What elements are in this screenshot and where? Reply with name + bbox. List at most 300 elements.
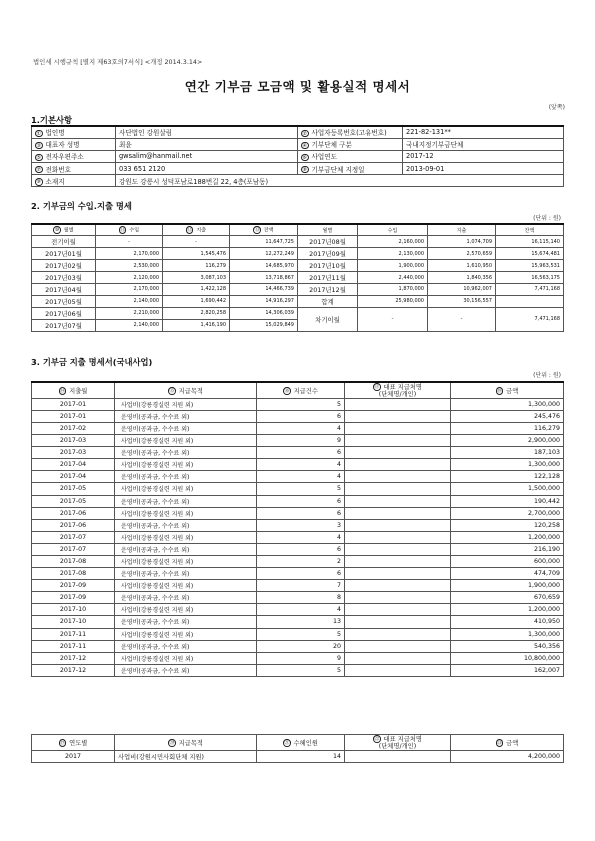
count-cell xyxy=(257,410,345,422)
balance-cell xyxy=(230,283,298,295)
recipient-cell xyxy=(345,751,451,763)
count-cell xyxy=(257,652,345,664)
header-income xyxy=(96,224,163,236)
purpose-cell xyxy=(115,447,257,459)
count-cell xyxy=(257,483,345,495)
month-cell-text: 2017-11 xyxy=(59,630,87,638)
header-amount xyxy=(451,382,564,398)
field-value-text: 2013-09-01 xyxy=(406,164,445,173)
item-number-marker: ⑧ xyxy=(302,166,307,173)
count-cell-text: 7 xyxy=(336,582,341,590)
amount-cell xyxy=(451,471,564,483)
amount-cell xyxy=(451,483,564,495)
month-cell xyxy=(32,543,115,555)
purpose-cell xyxy=(115,751,257,763)
purpose-cell-text: 사업비(강원시민사회단체 지원) xyxy=(118,754,204,761)
expense-cell xyxy=(428,272,496,284)
month-cell-text: 2017-09 xyxy=(59,582,87,590)
income-cell-text: 2,530,000 xyxy=(133,262,159,269)
section2-unit: (단위 : 원) xyxy=(533,215,561,222)
income-expense-row xyxy=(32,272,564,284)
expense-cell xyxy=(428,283,496,295)
income-cell xyxy=(96,236,163,248)
income-expense-row xyxy=(32,307,564,319)
expense-row xyxy=(32,580,564,592)
balance-cell-text: 15,674,481 xyxy=(531,250,560,257)
recipient-cell xyxy=(345,398,451,410)
beneficiaries-cell-text: 14 xyxy=(332,753,341,760)
income-expense-table xyxy=(31,223,564,332)
item-number-marker: ⑫ xyxy=(187,227,193,234)
item-number-marker: ⑭ xyxy=(59,388,65,395)
header-month xyxy=(32,382,115,398)
header-expense-text: 지출 xyxy=(456,227,467,234)
header-beneficiaries xyxy=(257,735,345,751)
basic-info-row xyxy=(32,163,564,175)
expense-cell-text: 1,610,950 xyxy=(466,262,492,269)
month-cell xyxy=(32,568,115,580)
balance-cell xyxy=(496,236,564,248)
income-expense-row xyxy=(32,260,564,272)
field-value xyxy=(403,126,564,138)
expense-row xyxy=(32,507,564,519)
purpose-cell xyxy=(115,616,257,628)
month-cell-text: 2017년06월 xyxy=(45,309,82,318)
amount-cell xyxy=(451,495,564,507)
month-cell-text: 2017-01 xyxy=(59,412,87,420)
recipient-cell xyxy=(345,555,451,567)
item-number-marker: ⑨ xyxy=(36,179,41,186)
field-value-text: 최윤 xyxy=(119,141,132,150)
month-cell xyxy=(32,459,115,471)
month-cell-text: 2017-04 xyxy=(59,461,87,469)
item-number-marker: ⑮ xyxy=(169,388,175,395)
balance-cell-text: 15,963,531 xyxy=(531,262,560,269)
month-cell xyxy=(298,236,358,248)
expense-row xyxy=(32,410,564,422)
expense-row xyxy=(32,604,564,616)
expense-cell-text: 1,545,476 xyxy=(200,250,226,257)
count-cell xyxy=(257,664,345,676)
income-cell xyxy=(96,260,163,272)
header-purpose-text: 지급목적 xyxy=(178,387,203,395)
amount-cell-text: 216,190 xyxy=(533,545,560,553)
balance-cell xyxy=(230,319,298,331)
field-value-text: 국내지정기부금단체 xyxy=(406,141,464,150)
month-cell xyxy=(32,319,96,331)
month-cell xyxy=(32,652,115,664)
recipient-cell xyxy=(345,519,451,531)
month-cell-text: 2017년01월 xyxy=(45,250,82,259)
month-cell xyxy=(32,236,96,248)
purpose-cell xyxy=(115,483,257,495)
income-cell-text: 2,170,000 xyxy=(133,286,159,293)
amount-cell xyxy=(451,640,564,652)
yearly-expense-header xyxy=(32,735,564,751)
header-month-text: 월별 xyxy=(63,227,74,234)
count-cell-text: 4 xyxy=(336,606,341,614)
expense-row xyxy=(32,543,564,555)
balance-cell xyxy=(230,236,298,248)
carry-expense-text: - xyxy=(460,316,463,323)
section3-title: 3. 기부금 지출 명세서(국내사업) xyxy=(31,357,153,367)
total-label xyxy=(298,295,358,307)
recipient-cell xyxy=(345,628,451,640)
field-label xyxy=(32,138,116,150)
header-amount-text: 금액 xyxy=(506,740,519,747)
purpose-cell-text: 운영비(공과금, 수수료 외) xyxy=(121,571,190,579)
month-cell xyxy=(32,410,115,422)
basic-info-row xyxy=(32,175,564,187)
item-number-marker: ① xyxy=(36,130,41,137)
month-cell xyxy=(32,483,115,495)
recipient-cell xyxy=(345,580,451,592)
month-cell-text: 2017년05월 xyxy=(45,297,82,306)
balance-cell-text: 14,466,739 xyxy=(265,286,294,293)
expense-cell xyxy=(163,260,230,272)
income-cell-text: 2,140,000 xyxy=(133,298,159,305)
expense-cell xyxy=(428,260,496,272)
month-cell-text: 2017-12 xyxy=(59,654,87,662)
expense-cell-text: 1,416,190 xyxy=(200,322,226,329)
recipient-cell xyxy=(345,616,451,628)
count-cell-text: 5 xyxy=(336,630,341,638)
recipient-cell xyxy=(345,422,451,434)
amount-cell-text: 4,200,000 xyxy=(527,753,560,760)
count-cell-text: 13 xyxy=(332,618,341,626)
month-cell-text: 2017년07월 xyxy=(45,321,82,330)
purpose-cell-text: 사업비(강릉경실련 지원 외) xyxy=(121,510,194,518)
count-cell xyxy=(257,447,345,459)
count-cell xyxy=(257,580,345,592)
yearly-expense-row xyxy=(32,751,564,763)
field-value xyxy=(116,126,298,138)
expense-cell-text: 116,279 xyxy=(205,262,226,269)
purpose-cell xyxy=(115,568,257,580)
amount-cell-text: 245,476 xyxy=(533,412,560,420)
amount-cell xyxy=(451,616,564,628)
field-value-text: 사단법인 강원살림 xyxy=(119,129,173,138)
purpose-cell xyxy=(115,580,257,592)
field-label xyxy=(32,163,116,175)
field-value xyxy=(403,138,564,150)
expense-cell xyxy=(163,295,230,307)
count-cell-text: 4 xyxy=(336,533,341,541)
balance-cell-text: 12,272,249 xyxy=(265,250,294,257)
count-cell xyxy=(257,555,345,567)
month-cell xyxy=(32,664,115,676)
header-income-text: 수입 xyxy=(129,227,140,234)
month-cell xyxy=(32,471,115,483)
recipient-cell xyxy=(345,410,451,422)
header-year xyxy=(32,735,115,751)
purpose-cell-text: 운영비(공과금, 수수료 외) xyxy=(121,619,190,627)
month-cell-text: 2017-09 xyxy=(59,594,87,602)
balance-cell xyxy=(230,248,298,260)
count-cell xyxy=(257,519,345,531)
expense-cell-text: 10,962,007 xyxy=(463,286,492,293)
count-cell xyxy=(257,422,345,434)
month-cell xyxy=(298,283,358,295)
month-cell-text: 2017-03 xyxy=(59,449,87,457)
count-cell-text: 20 xyxy=(332,642,341,650)
month-cell xyxy=(298,248,358,260)
purpose-cell-text: 운영비(공과금, 수수료 외) xyxy=(121,425,190,433)
count-cell-text: 4 xyxy=(336,461,341,469)
purpose-cell-text: 사업비(강릉경실련 지원 외) xyxy=(121,559,194,567)
recipient-cell xyxy=(345,471,451,483)
amount-cell xyxy=(451,410,564,422)
amount-cell xyxy=(451,447,564,459)
purpose-cell xyxy=(115,652,257,664)
income-expense-row xyxy=(32,283,564,295)
item-number-marker: ⑰ xyxy=(374,384,380,390)
income-cell xyxy=(358,272,428,284)
month-cell xyxy=(32,592,115,604)
balance-cell xyxy=(230,295,298,307)
count-cell xyxy=(257,459,345,471)
count-cell-text: 8 xyxy=(336,594,341,602)
header-amount xyxy=(451,735,564,751)
total-label-text: 합계 xyxy=(321,297,334,306)
header-balance xyxy=(496,224,564,236)
balance-cell-text: 7,471,168 xyxy=(534,286,560,293)
field-label-text: 전화번호 xyxy=(45,165,71,174)
expense-row xyxy=(32,519,564,531)
count-cell xyxy=(257,471,345,483)
amount-cell xyxy=(451,422,564,434)
month-cell xyxy=(32,447,115,459)
header-month-text: 지출월 xyxy=(69,387,88,395)
amount-cell xyxy=(451,751,564,763)
count-cell-text: 2 xyxy=(336,558,341,566)
month-cell xyxy=(298,260,358,272)
recipient-cell xyxy=(345,495,451,507)
header-balance-text: 잔액 xyxy=(524,227,535,234)
recipient-cell xyxy=(345,435,451,447)
amount-cell xyxy=(451,604,564,616)
field-label-text: 기부단체 구분 xyxy=(311,141,352,150)
recipient-cell xyxy=(345,652,451,664)
month-cell xyxy=(32,495,115,507)
header-month-text: 월별 xyxy=(322,227,333,234)
header-year-text: 연도별 xyxy=(69,740,88,747)
balance-cell xyxy=(496,272,564,284)
month-cell xyxy=(298,272,358,284)
income-cell xyxy=(96,272,163,284)
purpose-cell-text: 사업비(강릉경실련 지원 외) xyxy=(121,631,194,639)
amount-cell-text: 122,128 xyxy=(533,473,560,481)
carry-expense xyxy=(428,307,496,331)
balance-cell-text: 16,563,175 xyxy=(531,274,560,281)
purpose-cell xyxy=(115,495,257,507)
purpose-cell xyxy=(115,555,257,567)
purpose-cell-text: 사업비(강릉경실련 지원 외) xyxy=(121,401,194,409)
expense-row xyxy=(32,398,564,410)
balance-cell xyxy=(230,272,298,284)
purpose-cell xyxy=(115,471,257,483)
purpose-cell-text: 운영비(공과금, 수수료 외) xyxy=(121,474,190,482)
carry-label-text: 차기이월 xyxy=(315,315,340,324)
month-cell-text: 2017-05 xyxy=(59,497,87,505)
item-number-marker: ④ xyxy=(302,142,307,149)
field-value xyxy=(403,150,564,162)
month-cell-text: 2017-07 xyxy=(59,545,87,553)
header-income-text: 수입 xyxy=(387,227,398,234)
total-income xyxy=(358,295,428,307)
income-cell-text: - xyxy=(128,238,130,245)
balance-cell xyxy=(496,260,564,272)
count-cell-text: 9 xyxy=(336,437,341,445)
expense-cell-text: 1,422,128 xyxy=(200,286,226,293)
month-cell xyxy=(32,616,115,628)
expense-cell-text: 2,820,258 xyxy=(200,310,226,317)
total-balance xyxy=(496,295,564,307)
month-cell-text: 2017년04월 xyxy=(45,285,82,294)
income-cell-text: 2,140,000 xyxy=(133,322,159,329)
amount-cell-text: 670,659 xyxy=(533,594,560,602)
header-purpose xyxy=(115,382,257,398)
purpose-cell-text: 운영비(공과금, 수수료 외) xyxy=(121,667,190,675)
header-expense xyxy=(428,224,496,236)
month-cell xyxy=(32,272,96,284)
document-title: 연간 기부금 모금액 및 활용실적 명세서 xyxy=(184,79,411,94)
count-cell-text: 4 xyxy=(336,473,341,481)
purpose-cell-text: 운영비(공과금, 수수료 외) xyxy=(121,595,190,603)
field-value xyxy=(116,138,298,150)
amount-cell-text: 474,709 xyxy=(533,570,560,578)
total-income-text: 25,980,000 xyxy=(395,298,424,305)
balance-cell xyxy=(496,283,564,295)
income-cell-text: 2,210,000 xyxy=(133,310,159,317)
count-cell xyxy=(257,495,345,507)
month-cell-text: 2017-12 xyxy=(59,666,87,674)
amount-cell xyxy=(451,507,564,519)
carry-label xyxy=(298,307,358,331)
amount-cell xyxy=(451,519,564,531)
balance-cell-text: 14,916,297 xyxy=(265,298,294,305)
amount-cell-text: 190,442 xyxy=(533,497,560,505)
amount-cell-text: 187,103 xyxy=(533,449,560,457)
count-cell-text: 5 xyxy=(336,666,341,674)
field-label-text: 사업연도 xyxy=(311,153,337,162)
month-cell-text: 2017-02 xyxy=(59,424,87,432)
amount-cell-text: 1,300,000 xyxy=(527,630,560,638)
field-label-text: 대표자 성명 xyxy=(45,141,80,150)
recipient-cell xyxy=(345,664,451,676)
item-number-marker: ⑩ xyxy=(54,227,60,234)
count-cell xyxy=(257,568,345,580)
field-label xyxy=(32,175,116,187)
amount-cell-text: 1,900,000 xyxy=(527,582,560,590)
month-cell-text: 2017년08월 xyxy=(309,238,346,247)
month-cell xyxy=(32,307,96,319)
purpose-cell xyxy=(115,435,257,447)
item-number-marker: ③ xyxy=(36,142,41,149)
item-number-marker: ⑲ xyxy=(59,740,65,747)
field-label-text: 전자우편주소 xyxy=(45,153,84,162)
recipient-cell xyxy=(345,604,451,616)
balance-cell-text: 16,115,140 xyxy=(531,238,560,245)
expense-cell-text: - xyxy=(195,238,197,245)
income-cell-text: 2,120,000 xyxy=(133,274,159,281)
month-cell xyxy=(32,555,115,567)
beneficiaries-cell xyxy=(257,751,345,763)
purpose-cell xyxy=(115,519,257,531)
month-cell xyxy=(32,580,115,592)
year-cell xyxy=(32,751,115,763)
count-cell xyxy=(257,507,345,519)
recipient-cell xyxy=(345,592,451,604)
purpose-cell-text: 사업비(강릉경실련 지원 외) xyxy=(121,583,194,591)
month-cell xyxy=(32,628,115,640)
carry-balance xyxy=(496,307,564,331)
count-cell-text: 6 xyxy=(336,570,341,578)
amount-cell xyxy=(451,459,564,471)
purpose-cell-text: 사업비(강릉경실련 지원 외) xyxy=(121,486,194,494)
field-label xyxy=(298,163,403,175)
balance-cell xyxy=(496,248,564,260)
item-number-marker: ⑱ xyxy=(496,388,502,395)
expense-cell xyxy=(428,236,496,248)
header-balance xyxy=(230,224,298,236)
form-reference: 법인세 시행규칙 [별지 제63호의7서식] <개정 2014.3.14> xyxy=(33,58,203,66)
count-cell xyxy=(257,592,345,604)
expense-row xyxy=(32,495,564,507)
header-recipient xyxy=(345,382,451,398)
domestic-expense-table xyxy=(31,381,564,677)
expense-cell xyxy=(163,307,230,319)
month-cell xyxy=(32,507,115,519)
carry-balance-text: 7,471,168 xyxy=(534,316,560,323)
month-cell-text: 2017-01 xyxy=(59,400,87,408)
field-value-text: gwsalim@hanmail.net xyxy=(119,152,193,161)
field-label xyxy=(298,150,403,162)
amount-cell-text: 1,500,000 xyxy=(527,485,560,493)
field-label-text: 소재지 xyxy=(45,177,65,186)
expense-row xyxy=(32,555,564,567)
expense-cell-text: 2,570,659 xyxy=(466,250,492,257)
total-expense-text: 30,156,557 xyxy=(463,298,492,305)
recipient-cell xyxy=(345,447,451,459)
field-value xyxy=(116,150,298,162)
expense-row xyxy=(32,483,564,495)
recipient-cell xyxy=(345,640,451,652)
count-cell-text: 6 xyxy=(336,509,341,517)
count-cell-text: 9 xyxy=(336,654,341,662)
total-expense xyxy=(428,295,496,307)
income-cell xyxy=(358,283,428,295)
yearly-expense-table xyxy=(31,734,564,763)
item-number-marker: ㉑ xyxy=(284,740,290,747)
amount-cell xyxy=(451,580,564,592)
amount-cell xyxy=(451,435,564,447)
header-purpose xyxy=(115,735,257,751)
header-expense-text: 지출 xyxy=(196,227,207,234)
income-cell xyxy=(96,307,163,319)
expense-cell-text: 1,690,442 xyxy=(200,298,226,305)
income-cell xyxy=(358,260,428,272)
expense-row xyxy=(32,616,564,628)
month-cell-text: 2017-04 xyxy=(59,473,87,481)
domestic-expense-header xyxy=(32,382,564,398)
income-cell xyxy=(96,295,163,307)
expense-row xyxy=(32,640,564,652)
count-cell xyxy=(257,640,345,652)
item-number-marker: ㉒ xyxy=(374,736,380,743)
recipient-cell xyxy=(345,531,451,543)
income-cell-text: 1,900,000 xyxy=(398,262,424,269)
